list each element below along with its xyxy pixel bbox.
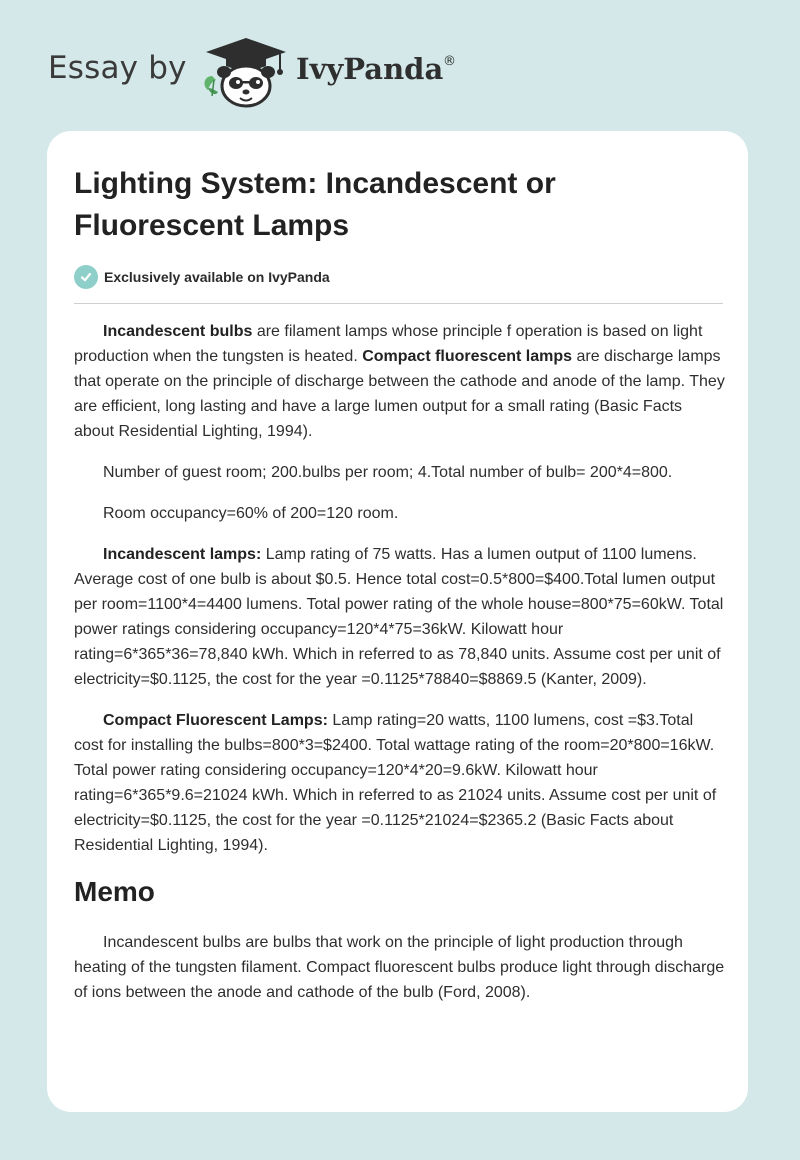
panda-graduate-icon[interactable] xyxy=(200,36,292,110)
paragraph-lead: Compact fluorescent lamps xyxy=(362,348,573,365)
article-title: Lighting System: Incandescent or Fluorescent Lamps xyxy=(74,167,556,242)
paragraph-text: Room occupancy=60% of 200=120 room. xyxy=(103,505,399,522)
memo-heading: Memo xyxy=(74,876,155,907)
paragraph xyxy=(74,319,726,444)
exclusive-badge xyxy=(74,264,330,290)
article-card xyxy=(47,131,748,1112)
paragraph-text: are discharge lamps that operate on the principle of discharge between the cathode and anode of the lamp. They are efficient, long lasting and have a large lumen output for a small rating (Basic Facts about Residential Lighting, 1994). xyxy=(74,348,725,440)
badge-text: Exclusively available on IvyPanda xyxy=(104,269,330,285)
paragraph-lead: Compact Fluorescent Lamps: xyxy=(103,712,328,729)
paragraph xyxy=(74,542,726,692)
paragraph xyxy=(74,708,726,858)
brand-name[interactable]: IvyPanda xyxy=(296,52,444,86)
divider xyxy=(74,303,723,304)
site-header xyxy=(0,0,800,130)
paragraph xyxy=(74,501,726,526)
paragraph-text: Incandescent bulbs are bulbs that work on the principle of light production through heating of the tungsten filament. Compact fluorescent bulbs produce light through discharge of ions between the anode and cathode of the bulb (Ford, 2008). xyxy=(74,934,725,1001)
paragraph-text: Number of guest room; 200.bulbs per room; 4.Total number of bulb= 200*4=800. xyxy=(103,464,673,481)
paragraph-text: Lamp rating of 75 watts. Has a lumen output of 1100 lumens. Average cost of one bulb is about $0.5. Hence total cost=0.5*800=$400.Total lumen output per room=1100*4=4400 lumens. Total power rating of the whole house=800*75=60kW. Total power ratings considering occupancy=120*4*75=36kW. Kilowatt hour rating=6*365*36=78,840 kWh. Which in referred to as 78,840 units. Assume cost per unit of electricity=$0.1125, the cost for the year =0.1125*78840=$8869.5 (Kanter, 2009). xyxy=(74,546,724,688)
brand-prefix: Essay by xyxy=(48,50,187,86)
paragraph-lead: Incandescent bulbs xyxy=(103,323,253,340)
paragraph-lead: Incandescent lamps: xyxy=(103,546,262,563)
check-icon xyxy=(74,265,98,289)
registered-mark: ® xyxy=(443,54,456,69)
paragraph-text: Lamp rating=20 watts, 1100 lumens, cost =$3.Total cost for installing the bulbs=800*3=$2400. Total wattage rating of the room=20*800=16kW. Total power rating considering occupancy=120*4*20=9.6kW. Kilowatt hour rating=6*365*9.6=21024 kWh. Which in referred to as 21024 units. Assume cost per unit of electricity=$0.1125, the cost for the year =0.1125*21024=$2365.2 (Basic Facts about Residential Lighting, 1994). xyxy=(74,712,717,854)
paragraph xyxy=(74,460,726,485)
article-body xyxy=(74,319,726,1021)
paragraph xyxy=(74,930,726,1005)
paragraph-text: are filament lamps whose principle f operation is based on light production when the tungsten is heated. xyxy=(74,323,703,365)
